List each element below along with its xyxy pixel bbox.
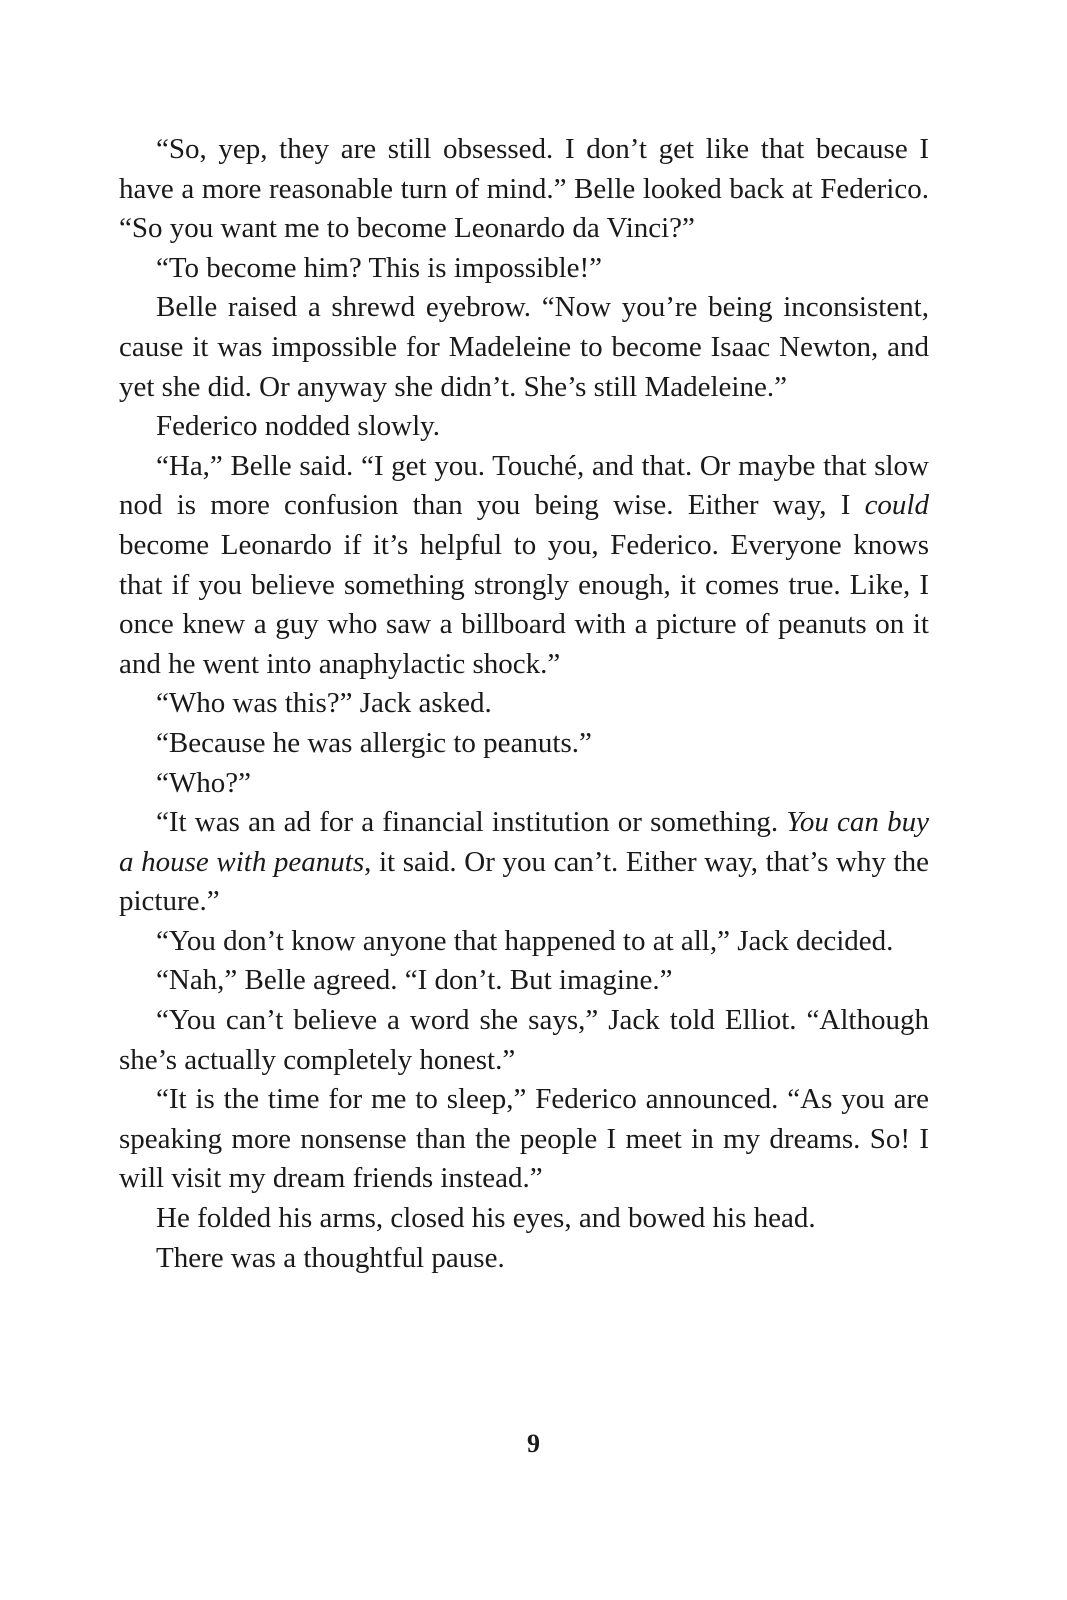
paragraph — [119, 130, 929, 249]
paragraph — [119, 407, 929, 447]
paragraph-text: “You can’t believe a word she says,” Jack told Elliot. “Although she’s actually completely honest.” — [119, 1004, 929, 1076]
paragraph-text: “Ha,” Belle said. “I get you. Touché, and that. Or maybe that slow nod is more confusion than you being wise. Either way, I — [119, 449, 929, 522]
paragraph — [119, 803, 929, 922]
paragraph-text: become Leonardo if it’s helpful to you, Federico. Everyone knows that if you believe something strongly enough, it comes true. Like, I once knew a guy who saw a billboard with a picture of peanuts on it and he went into anaphylactic shock.” — [119, 528, 929, 680]
paragraph-text: “Nah,” Belle agreed. “I don’t. But imagine.” — [156, 964, 673, 997]
paragraph-text: There was a thoughtful pause. — [156, 1241, 505, 1274]
paragraph-text: “Who was this?” Jack asked. — [156, 687, 492, 720]
paragraph — [119, 1001, 929, 1080]
paragraph-text: “To become him? This is impossible!” — [156, 251, 603, 284]
paragraph-text: , it said. Or you can’t. Either way, that’s why the picture.” — [119, 845, 929, 918]
paragraph — [119, 447, 929, 685]
italic-emphasis: You can buy a house with peanuts — [119, 806, 929, 878]
paragraph-text: “So, yep, they are still obsessed. I don’t get like that because I have a more reasonable turn of mind.” Belle looked back at Federico. “So you want me to become Leonardo da Vinci?” — [119, 133, 929, 245]
paragraph — [119, 764, 929, 804]
paragraph — [119, 288, 929, 407]
body-text — [119, 130, 929, 1278]
paragraph — [119, 1239, 929, 1279]
page-number: 9 — [527, 1429, 540, 1458]
paragraph-text: “Because he was allergic to peanuts.” — [156, 726, 592, 759]
paragraph-text: “It was an ad for a financial institution or something. — [156, 806, 787, 839]
paragraph-text: “Who?” — [156, 766, 251, 799]
paragraph — [119, 1080, 929, 1199]
paragraph — [119, 249, 929, 289]
paragraph — [119, 961, 929, 1001]
paragraph — [119, 1199, 929, 1239]
paragraph-text: He folded his arms, closed his eyes, and bowed his head. — [156, 1202, 816, 1235]
paragraph-text: “It is the time for me to sleep,” Federico announced. “As you are speaking more nonsense than the people I meet in my dreams. So! I will visit my dream friends instead.” — [119, 1083, 929, 1195]
paragraph-text: Belle raised a shrewd eyebrow. “Now you’re being inconsistent, cause it was impossible for Madeleine to become Isaac Newton, and yet she did. Or anyway she didn’t. She’s still Madeleine.” — [119, 291, 929, 403]
paragraph-text: “You don’t know anyone that happened to at all,” Jack decided. — [156, 924, 894, 957]
paragraph-text: Federico nodded slowly. — [156, 410, 441, 443]
italic-emphasis: could — [864, 489, 929, 522]
paragraph — [119, 922, 929, 962]
paragraph — [119, 684, 929, 724]
paragraph — [119, 724, 929, 764]
